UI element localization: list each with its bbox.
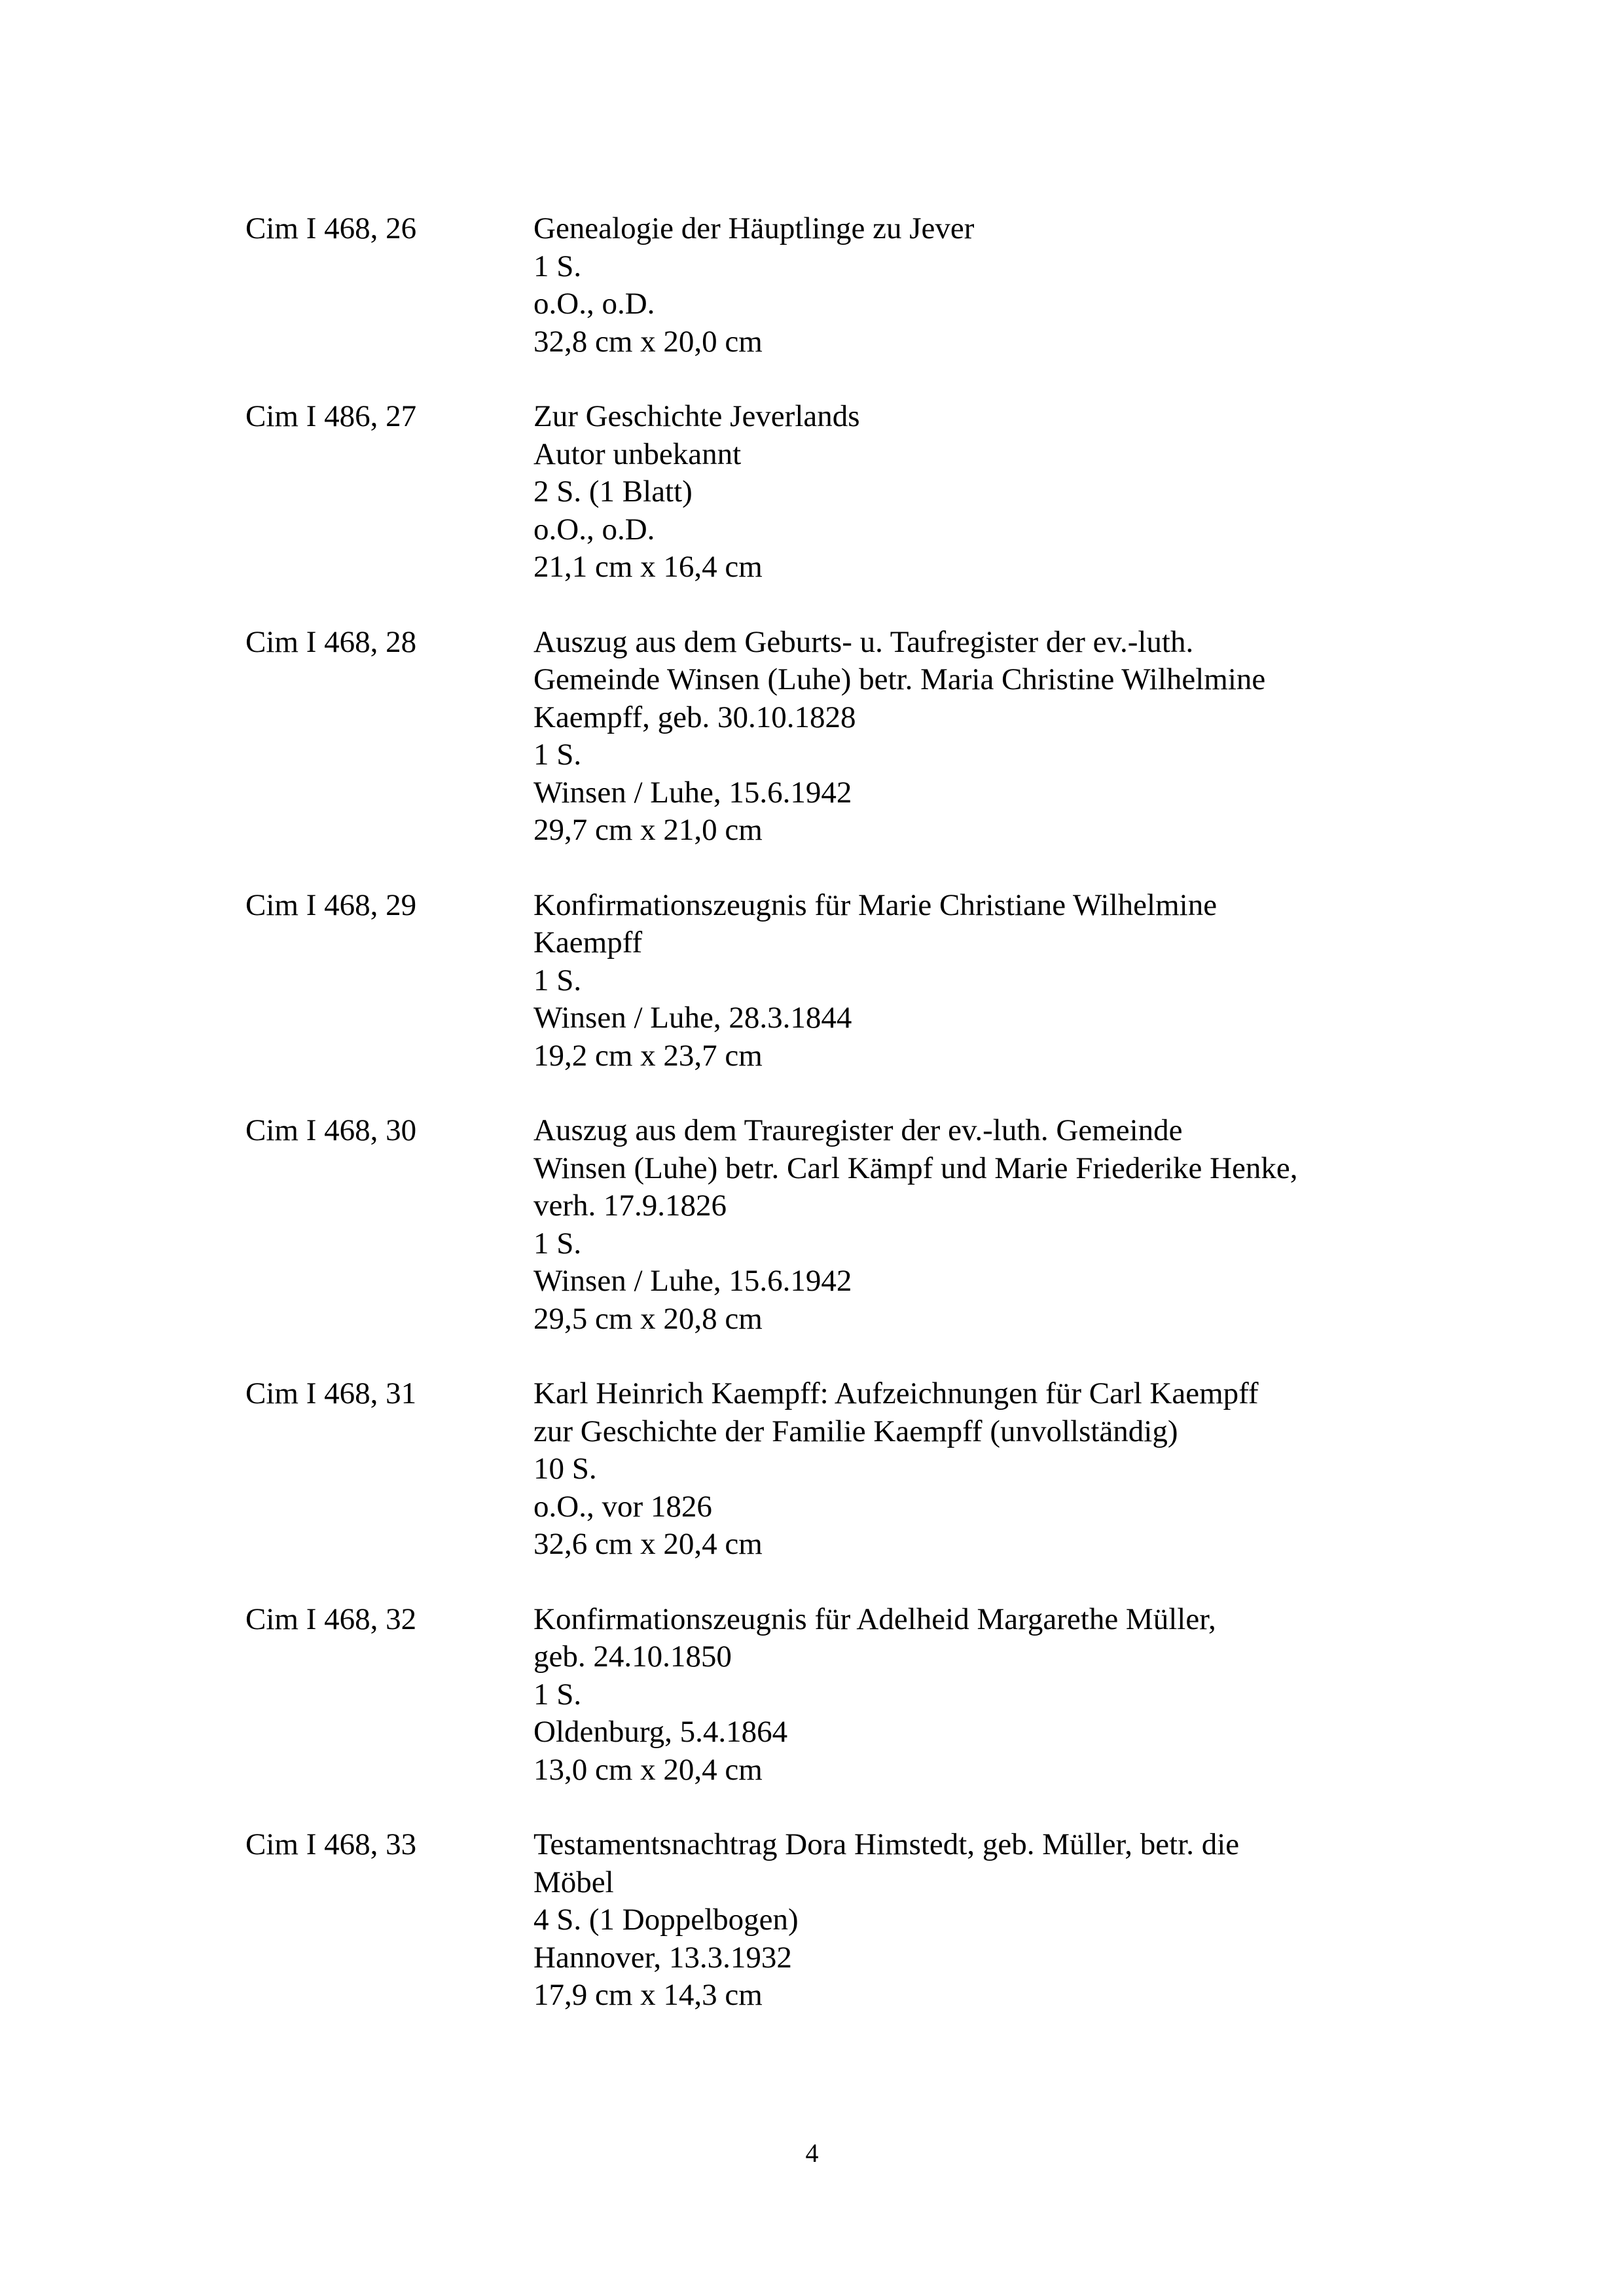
catalog-entry [245,1375,1424,1564]
entry-details [533,1826,1424,2015]
entry-signature: Cim I 468, 30 [245,1113,417,1147]
catalog-entry [245,1112,1424,1338]
entry-detail-line: 29,5 cm x 20,8 cm [533,1301,763,1336]
entry-detail-line: 13,0 cm x 20,4 cm [533,1752,763,1787]
entry-signature: Cim I 468, 26 [245,211,417,245]
entry-detail-line: Hannover, 13.3.1932 [533,1940,792,1975]
entry-detail-line: Auszug aus dem Geburts- u. Taufregister der ev.-luth. [533,624,1194,659]
entry-details [533,887,1424,1075]
entry-details [533,1112,1424,1338]
entry-detail-line: Kaempff [533,925,643,960]
entry-detail-line: Winsen / Luhe, 15.6.1942 [533,775,852,810]
entry-detail-line: Karl Heinrich Kaempff: Aufzeichnungen für Carl Kaempff [533,1376,1259,1410]
entry-detail-line: Winsen / Luhe, 28.3.1844 [533,1001,852,1035]
entry-detail-line: 32,8 cm x 20,0 cm [533,324,763,359]
entry-detail-line: 1 S. [533,1677,582,1712]
catalog-entry [245,210,1424,361]
entry-details [533,210,1424,361]
entry-detail-line: 4 S. (1 Doppelbogen) [533,1903,799,1937]
entry-detail-line: 32,6 cm x 20,4 cm [533,1527,763,1561]
entry-detail-line: Winsen / Luhe, 15.6.1942 [533,1264,852,1298]
catalog-entry [245,398,1424,586]
entry-signature: Cim I 468, 28 [245,624,417,659]
entry-detail-line: geb. 24.10.1850 [533,1640,732,1674]
entry-detail-line: o.O., vor 1826 [533,1489,712,1524]
catalog-entry [245,887,1424,1075]
entry-signature: Cim I 468, 32 [245,1602,417,1636]
entry-details [533,1601,1424,1789]
entry-detail-line: 1 S. [533,963,582,997]
entry-details [533,1375,1424,1564]
entry-detail-line: Winsen (Luhe) betr. Carl Kämpf und Marie Friederike Henke, [533,1151,1298,1185]
entry-detail-line: Gemeinde Winsen (Luhe) betr. Maria Christine Wilhelmine [533,662,1266,696]
entry-signature: Cim I 486, 27 [245,399,417,433]
catalog-entry [245,1601,1424,1789]
entry-detail-line: Möbel [533,1865,614,1899]
entry-detail-line: Autor unbekannt [533,437,742,471]
entry-detail-line: verh. 17.9.1826 [533,1189,727,1223]
catalog-entry [245,1826,1424,2015]
entry-detail-line: Genealogie der Häuptlinge zu Jever [533,211,975,245]
entry-detail-line: 1 S. [533,249,582,283]
entry-signature: Cim I 468, 33 [245,1827,417,1861]
page-number: 4 [805,2138,819,2168]
entry-detail-line: Zur Geschichte Jeverlands [533,399,860,433]
entry-details [533,398,1424,586]
entry-detail-line: 19,2 cm x 23,7 cm [533,1038,763,1073]
entry-detail-line: Konfirmationszeugnis für Marie Christiane Wilhelmine [533,888,1218,922]
entry-detail-line: 1 S. [533,738,582,772]
entry-detail-line: 17,9 cm x 14,3 cm [533,1978,763,2012]
entry-signature: Cim I 468, 29 [245,888,417,922]
entry-detail-line: Konfirmationszeugnis für Adelheid Margarethe Müller, [533,1602,1216,1636]
entry-detail-line: 1 S. [533,1226,582,1261]
entry-detail-line: Testamentsnachtrag Dora Himstedt, geb. Müller, betr. die [533,1827,1240,1861]
entry-detail-line: 10 S. [533,1452,597,1486]
entry-signature: Cim I 468, 31 [245,1376,417,1410]
entry-detail-line: zur Geschichte der Familie Kaempff (unvollständig) [533,1414,1178,1448]
entry-detail-line: o.O., o.D. [533,512,655,547]
entry-details [533,624,1424,850]
catalog-entry [245,624,1424,850]
entry-detail-line: 21,1 cm x 16,4 cm [533,550,763,584]
entry-detail-line: Oldenburg, 5.4.1864 [533,1715,788,1749]
entry-detail-line: Kaempff, geb. 30.10.1828 [533,700,856,734]
entry-detail-line: o.O., o.D. [533,287,655,321]
entry-detail-line: 2 S. (1 Blatt) [533,475,693,509]
catalog-entries [245,210,1424,2052]
entry-detail-line: 29,7 cm x 21,0 cm [533,813,763,847]
entry-detail-line: Auszug aus dem Trauregister der ev.-luth. Gemeinde [533,1113,1183,1147]
